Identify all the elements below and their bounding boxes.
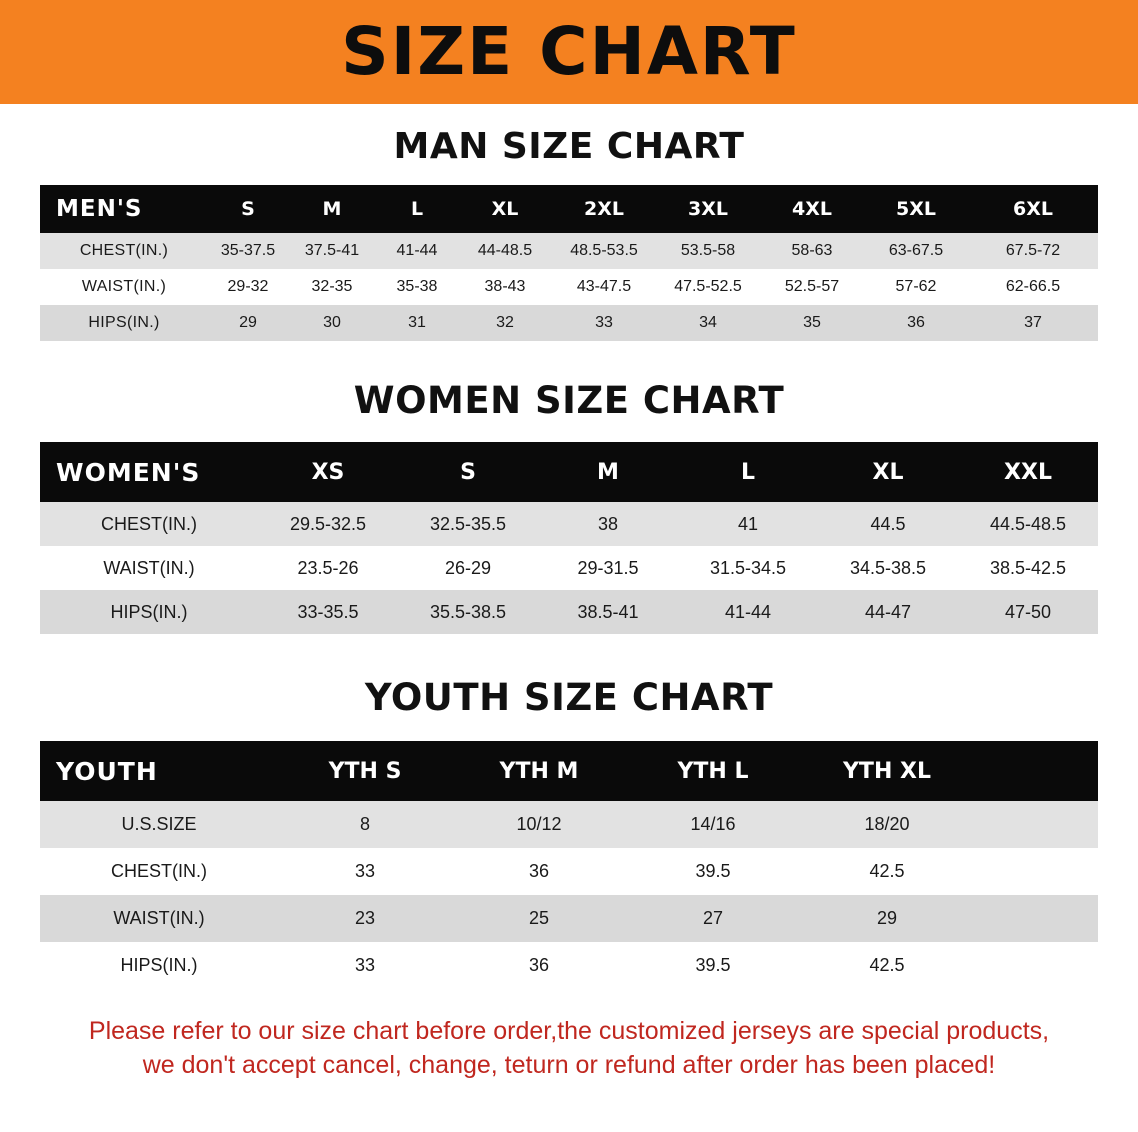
man-waist-3xl: 47.5-52.5 <box>674 278 742 295</box>
youth-waist-thxl: 29 <box>876 908 898 928</box>
women-hips-l: 41-44 <box>724 601 772 622</box>
man-chest-xl: 44-48.5 <box>477 242 533 259</box>
youth-row-chest-label: CHEST(IN.) <box>111 861 207 881</box>
man-col-4xl: 4XL <box>760 185 864 233</box>
man-col-2xl: 2XL <box>552 185 656 233</box>
youth-col-yths: YTH S <box>278 741 452 801</box>
youth-ussize-ths: 8 <box>359 814 370 834</box>
table-row <box>40 269 1098 305</box>
youth-hips-thxl: 42.5 <box>869 955 905 975</box>
man-hips-s: 29 <box>239 314 257 331</box>
women-hips-xs: 33-35.5 <box>297 601 359 622</box>
man-row-waist-label: WAIST(IN.) <box>81 278 167 295</box>
women-section-title: WOMEN SIZE CHART <box>353 379 785 422</box>
youth-hips-thm: 36 <box>528 955 550 975</box>
women-table-wrapper <box>40 442 1098 634</box>
man-waist-l: 35-38 <box>396 278 438 295</box>
man-hips-m: 30 <box>323 314 341 331</box>
man-waist-xl: 38-43 <box>484 278 526 295</box>
youth-waist-ths: 23 <box>354 908 376 928</box>
table-row <box>40 801 1098 848</box>
man-hips-xl: 32 <box>496 314 514 331</box>
youth-ussize-thxl: 18/20 <box>864 814 910 834</box>
women-hips-xxl: 47-50 <box>1004 601 1052 622</box>
women-col-m: M <box>538 442 678 502</box>
man-col-xl: XL <box>458 185 552 233</box>
man-hips-4xl: 35 <box>803 314 821 331</box>
man-col-5xl: 5XL <box>864 185 968 233</box>
women-waist-m: 29-31.5 <box>577 557 639 578</box>
youth-row-ussize-label: U.S.SIZE <box>121 814 197 834</box>
man-chest-s: 35-37.5 <box>220 242 276 259</box>
women-col-s: S <box>398 442 538 502</box>
women-col-xl: XL <box>818 442 958 502</box>
women-waist-xs: 23.5-26 <box>297 557 359 578</box>
women-chest-xs: 29.5-32.5 <box>289 513 367 534</box>
table-header-row <box>40 185 1098 233</box>
table-row <box>40 895 1098 942</box>
page-title: SIZE CHART <box>341 13 797 90</box>
women-waist-xxl: 38.5-42.5 <box>989 557 1067 578</box>
women-col-xxl: XXL <box>958 442 1098 502</box>
table-row <box>40 546 1098 590</box>
man-size-table <box>40 185 1098 341</box>
youth-chest-ths: 33 <box>354 861 376 881</box>
women-hips-xl: 44-47 <box>864 601 912 622</box>
youth-col-ythxl: YTH XL <box>800 741 974 801</box>
man-waist-5xl: 57-62 <box>895 278 937 295</box>
youth-waist-thm: 25 <box>528 908 550 928</box>
policy-note <box>40 1015 1098 1083</box>
man-col-s: S <box>208 185 288 233</box>
women-chest-xxl: 44.5-48.5 <box>989 513 1067 534</box>
women-chest-m: 38 <box>597 513 619 534</box>
youth-chest-spacer <box>974 848 1098 895</box>
women-chest-l: 41 <box>737 513 759 534</box>
policy-note-line-2: we don't accept cancel, change, teturn or refund after order has been placed! <box>142 1050 996 1079</box>
youth-chest-thl: 39.5 <box>695 861 731 881</box>
man-col-l: L <box>376 185 458 233</box>
table-header-row <box>40 442 1098 502</box>
youth-size-table <box>40 741 1098 989</box>
women-waist-xl: 34.5-38.5 <box>849 557 927 578</box>
policy-note-line-1: Please refer to our size chart before order,the customized jerseys are special products, <box>88 1017 1050 1045</box>
table-row <box>40 502 1098 546</box>
man-hips-2xl: 33 <box>595 314 613 331</box>
man-hips-6xl: 37 <box>1024 314 1042 331</box>
women-chest-s: 32.5-35.5 <box>429 513 507 534</box>
youth-waist-spacer <box>974 895 1098 942</box>
youth-hips-ths: 33 <box>354 955 376 975</box>
header-banner <box>0 0 1138 104</box>
women-col-l: L <box>678 442 818 502</box>
man-chest-5xl: 63-67.5 <box>888 242 944 259</box>
youth-col-spacer <box>974 741 1098 801</box>
women-hips-m: 38.5-41 <box>577 601 639 622</box>
women-hips-s: 35.5-38.5 <box>429 601 507 622</box>
man-row-chest-label: CHEST(IN.) <box>79 242 169 259</box>
youth-col-ythm: YTH M <box>452 741 626 801</box>
man-chest-3xl: 53.5-58 <box>680 242 736 259</box>
women-col-xs: XS <box>258 442 398 502</box>
table-row <box>40 590 1098 634</box>
man-chest-l: 41-44 <box>396 242 438 259</box>
youth-col-ythl: YTH L <box>626 741 800 801</box>
man-hips-5xl: 36 <box>907 314 925 331</box>
women-size-table <box>40 442 1098 634</box>
youth-row-hips-label: HIPS(IN.) <box>120 955 198 975</box>
man-section-title: MAN SIZE CHART <box>393 126 745 167</box>
man-col-6xl: 6XL <box>968 185 1098 233</box>
man-col-3xl: 3XL <box>656 185 760 233</box>
youth-row-waist-label: WAIST(IN.) <box>113 908 205 928</box>
women-row-waist-label: WAIST(IN.) <box>103 557 195 578</box>
youth-hips-thl: 39.5 <box>695 955 731 975</box>
youth-table-wrapper <box>40 741 1098 989</box>
man-chest-6xl: 67.5-72 <box>1005 242 1061 259</box>
youth-chest-thxl: 42.5 <box>869 861 905 881</box>
man-table-wrapper <box>40 185 1098 341</box>
man-hips-3xl: 34 <box>699 314 717 331</box>
table-row <box>40 942 1098 989</box>
youth-waist-thl: 27 <box>702 908 724 928</box>
women-row-hips-label: HIPS(IN.) <box>110 601 188 622</box>
man-waist-4xl: 52.5-57 <box>784 278 840 295</box>
youth-hips-spacer <box>974 942 1098 989</box>
man-chest-4xl: 58-63 <box>791 242 833 259</box>
man-col-m: M <box>288 185 376 233</box>
youth-header-label: YOUTH <box>40 741 278 801</box>
table-row <box>40 305 1098 341</box>
man-waist-m: 32-35 <box>311 278 353 295</box>
youth-section-title: YOUTH SIZE CHART <box>364 676 774 719</box>
man-hips-l: 31 <box>408 314 426 331</box>
youth-ussize-thl: 14/16 <box>690 814 736 834</box>
man-waist-6xl: 62-66.5 <box>1005 278 1061 295</box>
man-chest-2xl: 48.5-53.5 <box>570 242 638 259</box>
women-header-label: WOMEN'S <box>40 442 258 502</box>
table-row <box>40 233 1098 269</box>
women-waist-l: 31.5-34.5 <box>709 557 787 578</box>
man-waist-2xl: 43-47.5 <box>576 278 632 295</box>
youth-ussize-thm: 10/12 <box>516 814 562 834</box>
women-waist-s: 26-29 <box>444 557 492 578</box>
women-row-chest-label: CHEST(IN.) <box>101 513 197 534</box>
man-waist-s: 29-32 <box>227 278 269 295</box>
women-chest-xl: 44.5 <box>870 513 906 534</box>
man-row-hips-label: HIPS(IN.) <box>88 314 160 331</box>
table-header-row <box>40 741 1098 801</box>
youth-chest-thm: 36 <box>528 861 550 881</box>
man-header-label: MEN'S <box>40 185 208 233</box>
youth-ussize-spacer <box>974 801 1098 848</box>
table-row <box>40 848 1098 895</box>
man-chest-m: 37.5-41 <box>304 242 360 259</box>
